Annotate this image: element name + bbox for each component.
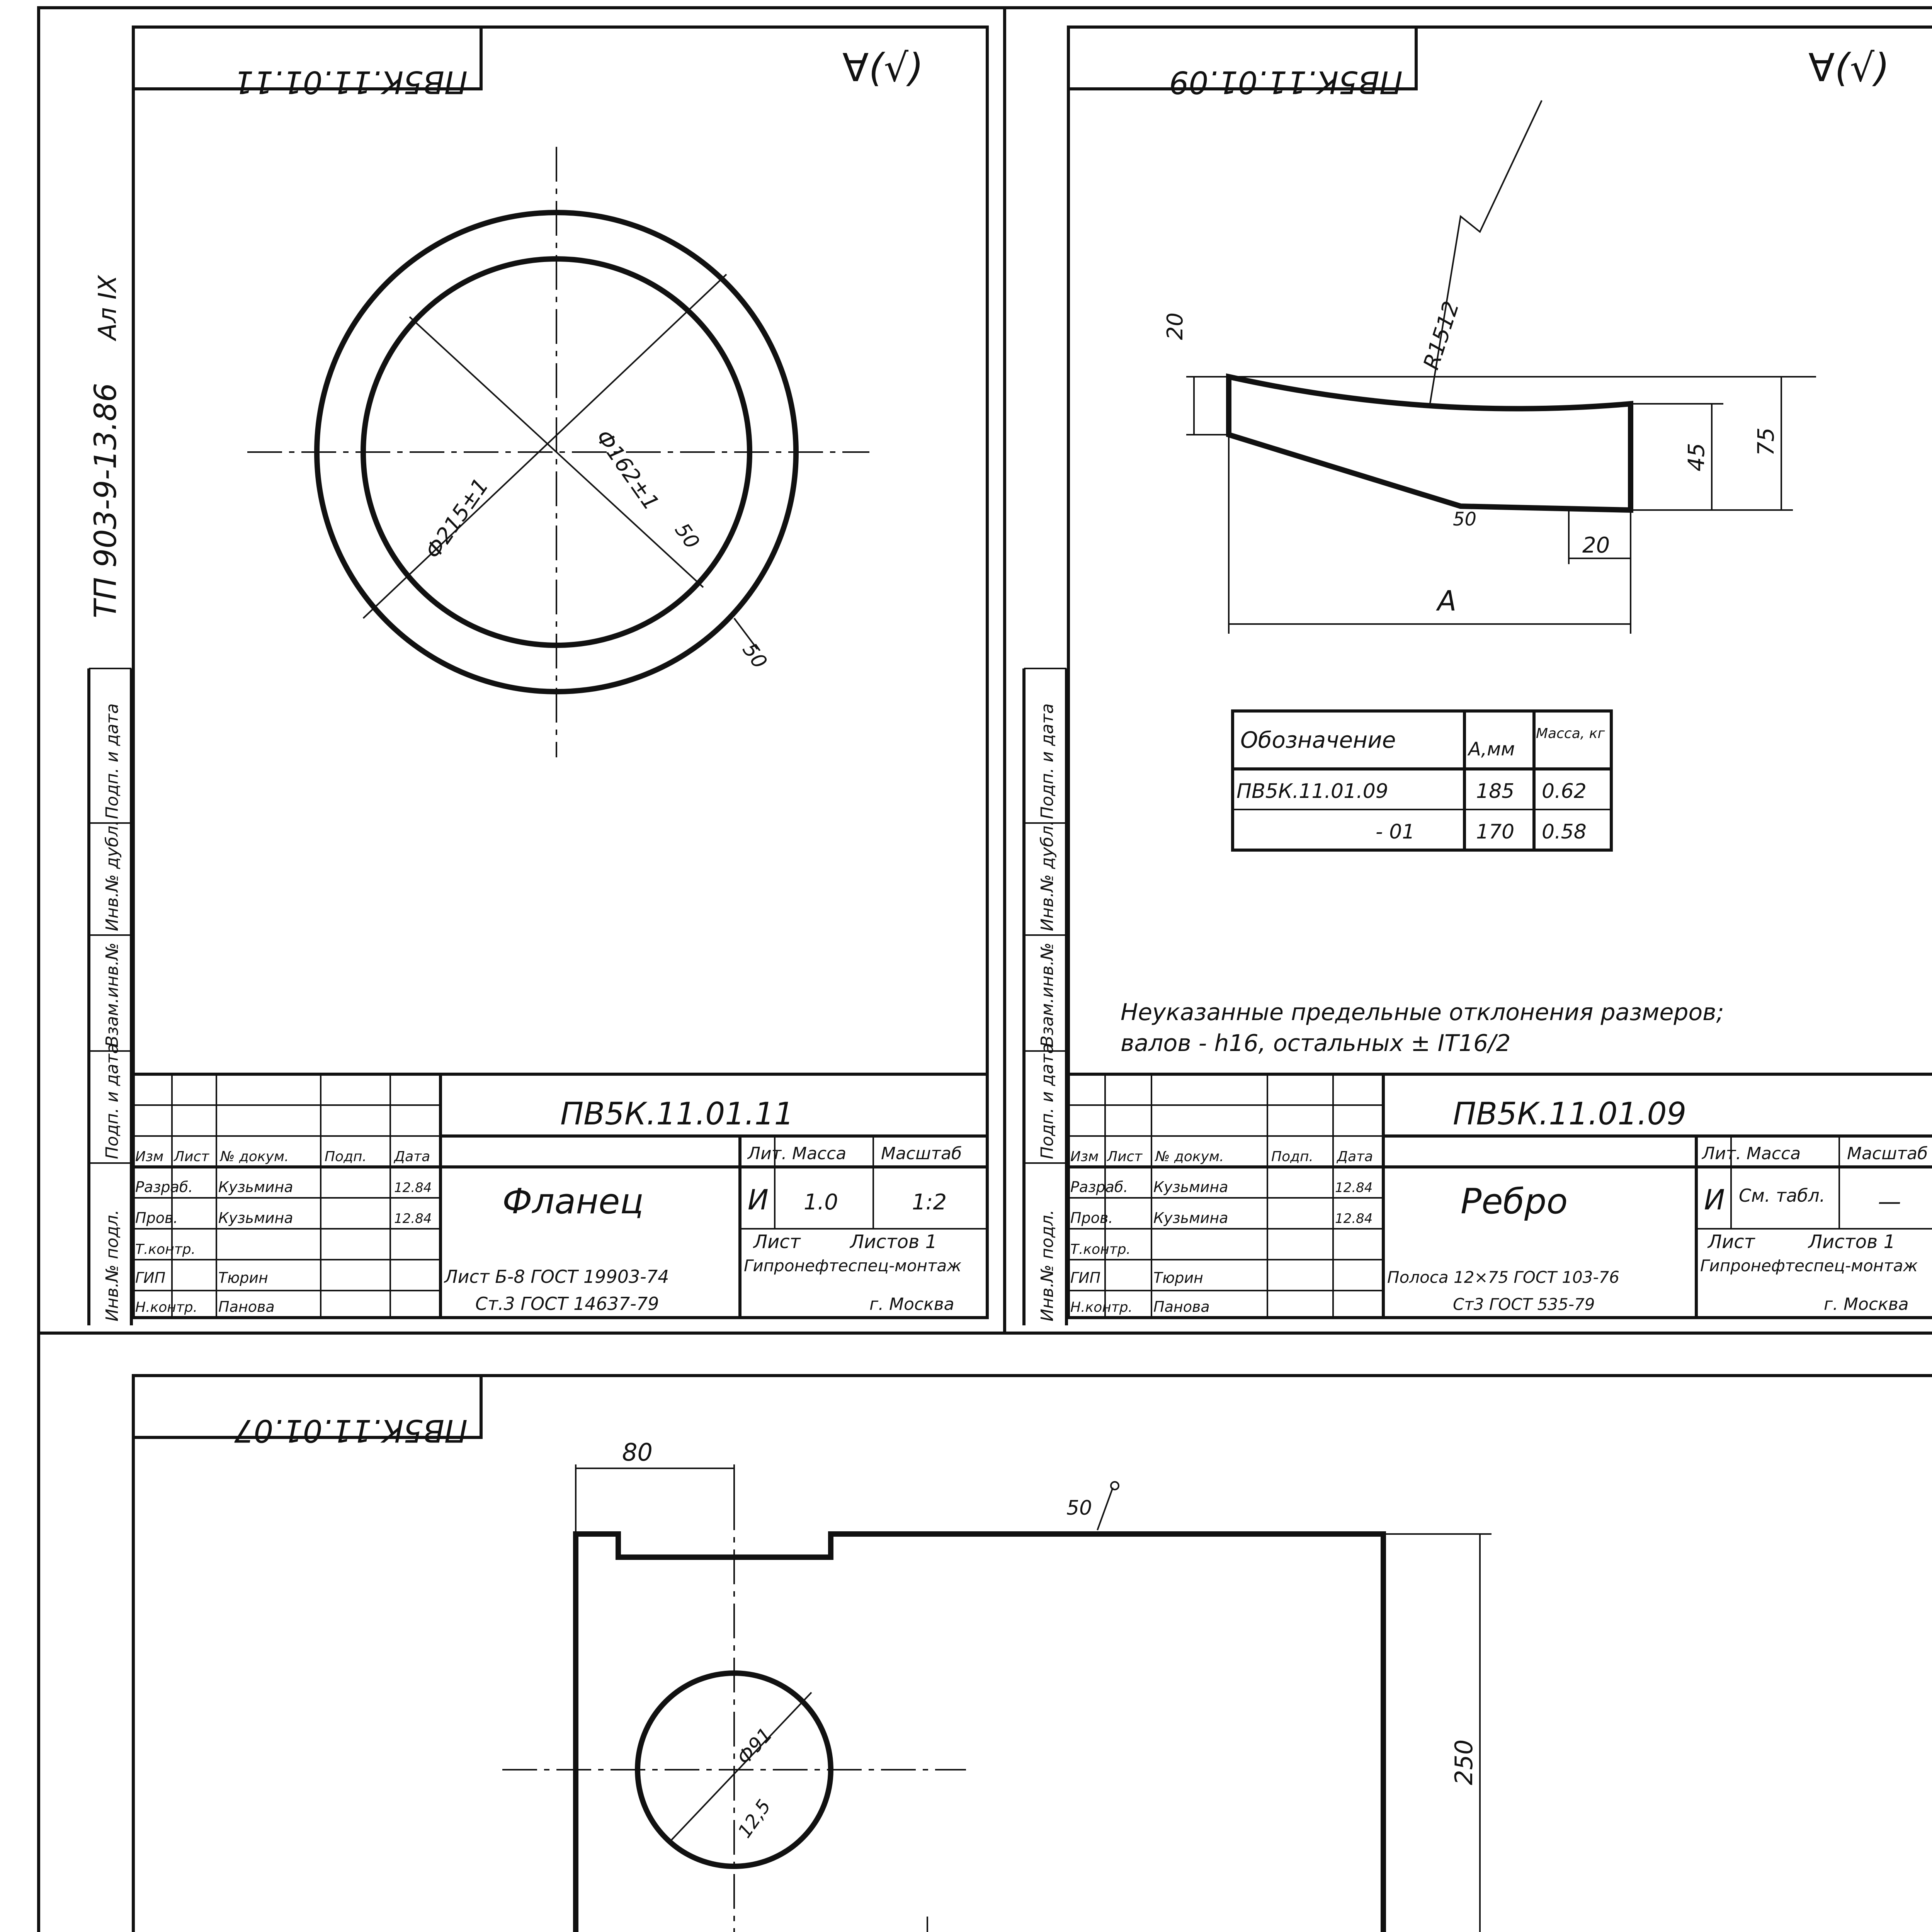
rib-city: г. Москва xyxy=(1824,1294,1909,1314)
header-sign: Подп. xyxy=(1271,1149,1313,1165)
header-lit: Лит. xyxy=(1702,1144,1742,1163)
row-gip: ГИП xyxy=(135,1269,166,1286)
rib-name: Ребро xyxy=(1461,1181,1568,1222)
row-nkontr: Н.контр. xyxy=(135,1299,198,1315)
plate-roughness: 50 xyxy=(1066,1497,1092,1520)
header-date: Дата xyxy=(1337,1149,1373,1165)
date-prov: 12.84 xyxy=(394,1211,432,1226)
person-nkontr: Панова xyxy=(1153,1298,1210,1315)
rib-roughness-mark: ∀(√) xyxy=(1808,45,1890,90)
side-labels-right xyxy=(1037,703,1057,1321)
row-nkontr: Н.контр. xyxy=(1070,1299,1133,1315)
rib-table-cell: ПВ5К.11.01.09 xyxy=(1236,780,1388,803)
rib-radius: R1512 xyxy=(1418,298,1464,373)
row-razrab: Разраб. xyxy=(135,1179,193,1196)
project-code: ТП 903-9-13.86 xyxy=(88,383,123,618)
side-label: Инв.№ подл. xyxy=(102,1209,122,1321)
rib-table-cell: 170 xyxy=(1476,820,1515,844)
person-gip: Тюрин xyxy=(1153,1269,1203,1286)
person-razrab: Кузьмина xyxy=(1153,1179,1228,1196)
header-doc: № докум. xyxy=(1155,1149,1224,1165)
person-razrab: Кузьмина xyxy=(218,1179,293,1196)
flange-roughness-outer: 50 xyxy=(738,639,772,673)
rib-material-2: Ст3 ГОСТ 535-79 xyxy=(1453,1295,1595,1314)
plate-hole-diameter: Ф91 xyxy=(732,1723,777,1769)
flange-material-2: Ст.3 ГОСТ 14637-79 xyxy=(475,1293,659,1314)
flange-mirrored-code: ПВ5К.11.01.11 xyxy=(234,64,468,100)
flange-material-1: Лист Б-8 ГОСТ 19903-74 xyxy=(444,1266,669,1287)
flange-mass: 1.0 xyxy=(804,1190,838,1215)
flange-roughness-inner: 50 xyxy=(670,519,704,553)
side-labels-left xyxy=(102,703,122,1321)
rib-dim-20-top: 20 xyxy=(1163,312,1188,340)
rib-dim-20-bottom: 20 xyxy=(1582,533,1610,558)
rib-listov: Листов 1 xyxy=(1808,1231,1896,1253)
row-tkontr: Т.контр. xyxy=(135,1242,196,1257)
header-date: Дата xyxy=(394,1149,430,1165)
flange-outer-diameter: Ф215±1 xyxy=(420,474,494,564)
rib-lit: И xyxy=(1704,1184,1725,1216)
flange-lit: И xyxy=(748,1184,769,1216)
flange-designation: ПВ5К.11.01.11 xyxy=(560,1096,794,1132)
header-mass: Масса xyxy=(792,1144,847,1163)
rib-table-header-designation: Обозначение xyxy=(1240,727,1396,753)
sheet-frame xyxy=(39,8,1932,1932)
header-lit: Лит. xyxy=(748,1144,787,1163)
rib-org: Гипронефтеспец-монтаж xyxy=(1700,1256,1918,1275)
flange-scale: 1:2 xyxy=(912,1190,947,1215)
side-label: Подп. и дата xyxy=(102,1043,122,1159)
header-izm: Изм xyxy=(1070,1149,1099,1165)
header-list: Лист xyxy=(1107,1149,1143,1165)
rib-table-header-mass: Масса, кг xyxy=(1536,726,1605,742)
rib-note-1: Неуказанные предельные отклонения размеров; xyxy=(1121,999,1724,1026)
header-mass: Масса xyxy=(1747,1144,1801,1163)
date-razrab: 12.84 xyxy=(1335,1180,1373,1196)
side-label: Инв.№ дубл. xyxy=(1037,820,1057,931)
header-sign: Подп. xyxy=(325,1149,367,1165)
side-label: Инв.№ подл. xyxy=(1037,1209,1057,1321)
rib-roughness: 50 xyxy=(1453,509,1477,530)
plate-mirrored-code: ПВ5К.11.01.07 xyxy=(234,1413,468,1449)
rib-dim-a: А xyxy=(1437,585,1457,617)
rib-list: Лист xyxy=(1708,1231,1755,1253)
header-doc: № докум. xyxy=(220,1149,289,1165)
person-prov: Кузьмина xyxy=(218,1209,293,1226)
side-label: Подп. и дата xyxy=(1037,1043,1057,1159)
rib-table-header-a: А,мм xyxy=(1468,738,1515,760)
row-prov: Пров. xyxy=(135,1209,178,1226)
date-prov: 12.84 xyxy=(1335,1211,1373,1226)
rib-title-block xyxy=(1068,1074,1932,1318)
rib-dim-75: 75 xyxy=(1753,427,1779,456)
rib-table-cell: - 01 xyxy=(1376,820,1415,844)
side-label: Взам.инв.№ xyxy=(102,942,122,1047)
header-izm: Изм xyxy=(135,1149,164,1165)
header-list: Лист xyxy=(174,1149,209,1165)
flange-listov: Листов 1 xyxy=(850,1231,937,1253)
rib-material-1: Полоса 12×75 ГОСТ 103-76 xyxy=(1387,1268,1619,1287)
flange-name: Фланец xyxy=(502,1181,644,1222)
flange-roughness-mark: ∀(√) xyxy=(842,45,924,90)
rib-table-cell: 0.62 xyxy=(1542,780,1587,803)
person-gip: Тюрин xyxy=(218,1269,268,1286)
side-label: Взам.инв.№ xyxy=(1037,942,1057,1047)
header-scale: Масштаб xyxy=(881,1144,962,1163)
album-code: Ал IX xyxy=(94,275,122,340)
rib-note-2: валов - h16, остальных ± IT16/2 xyxy=(1121,1030,1511,1057)
flange-inner-diameter: Ф162±1 xyxy=(590,425,664,515)
row-gip: ГИП xyxy=(1070,1269,1101,1286)
rib-dim-45: 45 xyxy=(1683,443,1709,471)
header-scale: Масштаб xyxy=(1847,1144,1928,1163)
plate-hole-roughness: 12,5 xyxy=(733,1796,776,1842)
rib-designation: ПВ5К.11.01.09 xyxy=(1453,1096,1687,1132)
rib-table-cell: 185 xyxy=(1476,780,1515,803)
flange-list: Лист xyxy=(753,1231,801,1253)
date-razrab: 12.84 xyxy=(394,1180,432,1196)
plate-drawing xyxy=(133,1376,1932,1932)
rib-mirrored-code: ПВ5К.11.01.09 xyxy=(1169,64,1403,100)
rib-table-cell: 0.58 xyxy=(1542,820,1587,844)
row-tkontr: Т.контр. xyxy=(1070,1242,1131,1257)
row-razrab: Разраб. xyxy=(1070,1179,1128,1196)
flange-org: Гипронефтеспец-монтаж xyxy=(744,1256,962,1275)
person-prov: Кузьмина xyxy=(1153,1209,1228,1226)
flange-city: г. Москва xyxy=(869,1294,954,1314)
side-label: Инв.№ дубл. xyxy=(102,820,122,931)
row-prov: Пров. xyxy=(1070,1209,1113,1226)
side-label: Подп. и дата xyxy=(102,703,122,819)
flange-title-block xyxy=(133,1074,987,1318)
side-label: Подп. и дата xyxy=(1037,703,1057,819)
person-nkontr: Панова xyxy=(218,1298,275,1315)
rib-scale: — xyxy=(1878,1188,1901,1215)
plate-dim-80: 80 xyxy=(622,1438,653,1466)
plate-dim-250: 250 xyxy=(1450,1739,1478,1785)
project-code-vertical xyxy=(88,275,123,618)
rib-mass: См. табл. xyxy=(1739,1185,1825,1206)
